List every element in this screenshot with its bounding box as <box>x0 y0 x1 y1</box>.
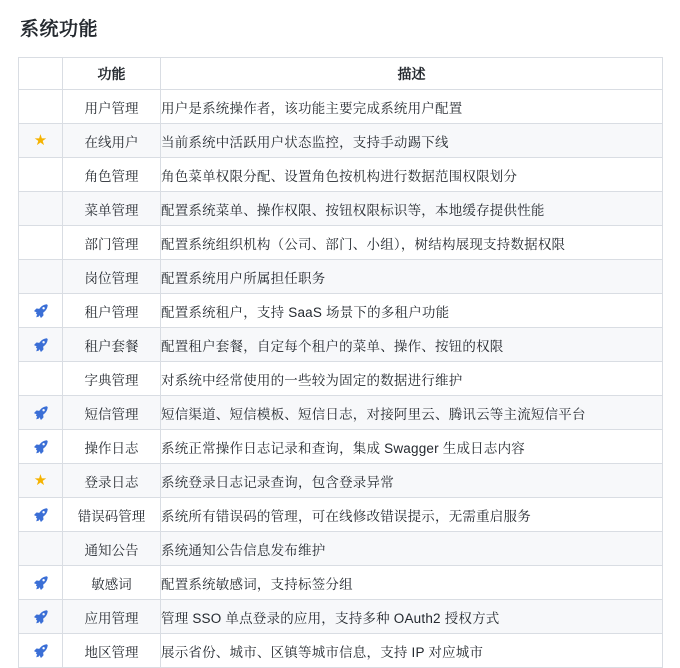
table-row <box>19 124 663 158</box>
feature-name-cell: 地区管理 <box>63 634 161 668</box>
row-icon-cell <box>19 600 63 634</box>
table-header <box>19 58 663 90</box>
table-row <box>19 600 663 634</box>
no-icon <box>33 166 49 182</box>
table-row <box>19 226 663 260</box>
feature-name-cell: 租户管理 <box>63 294 161 328</box>
row-icon-cell <box>19 634 63 668</box>
row-icon-cell <box>19 566 63 600</box>
feature-description-cell: 配置租户套餐，自定每个租户的菜单、操作、按钮的权限 <box>161 328 663 362</box>
row-icon-cell <box>19 226 63 260</box>
no-icon <box>33 234 49 250</box>
feature-description-cell: 系统所有错误码的管理，可在线修改错误提示，无需重启服务 <box>161 498 663 532</box>
rocket-icon <box>33 643 49 659</box>
table-row <box>19 396 663 430</box>
feature-name-cell: 错误码管理 <box>63 498 161 532</box>
table-row <box>19 158 663 192</box>
table-row <box>19 498 663 532</box>
table-row <box>19 260 663 294</box>
page-title: 系统功能 <box>20 19 99 40</box>
row-icon-cell <box>19 532 63 566</box>
table-row <box>19 328 663 362</box>
row-icon-cell <box>19 362 63 396</box>
row-icon-cell <box>19 158 63 192</box>
feature-description-cell: 配置系统用户所属担任职务 <box>161 260 663 294</box>
rocket-icon <box>33 405 49 421</box>
row-icon-cell <box>19 396 63 430</box>
feature-name-cell: 部门管理 <box>63 226 161 260</box>
no-icon <box>33 200 49 216</box>
row-icon-cell <box>19 328 63 362</box>
row-icon-cell <box>19 192 63 226</box>
feature-description-cell: 配置系统菜单、操作权限、按钮权限标识等，本地缓存提供性能 <box>161 192 663 226</box>
table-row <box>19 192 663 226</box>
row-icon-cell <box>19 464 63 498</box>
row-icon-cell <box>19 124 63 158</box>
star-icon: ★ <box>33 472 48 489</box>
rocket-icon <box>33 609 49 625</box>
feature-name-cell: 登录日志 <box>63 464 161 498</box>
feature-description-cell: 配置系统租户，支持 SaaS 场景下的多租户功能 <box>161 294 663 328</box>
table-row <box>19 90 663 124</box>
row-icon-cell <box>19 90 63 124</box>
table-row <box>19 362 663 396</box>
no-icon <box>33 268 49 284</box>
system-features-table <box>18 57 663 668</box>
feature-name-cell: 用户管理 <box>63 90 161 124</box>
row-icon-cell <box>19 260 63 294</box>
star-icon: ★ <box>33 132 48 149</box>
feature-name-cell: 在线用户 <box>63 124 161 158</box>
feature-name-cell: 租户套餐 <box>63 328 161 362</box>
table-row <box>19 566 663 600</box>
feature-name-cell: 敏感词 <box>63 566 161 600</box>
table-row <box>19 532 663 566</box>
rocket-icon <box>33 575 49 591</box>
column-header-feature: 功能 <box>63 58 161 90</box>
feature-description-cell: 角色菜单权限分配、设置角色按机构进行数据范围权限划分 <box>161 158 663 192</box>
no-icon <box>33 98 49 114</box>
row-icon-cell <box>19 294 63 328</box>
feature-description-cell: 配置系统敏感词，支持标签分组 <box>161 566 663 600</box>
column-header-description: 描述 <box>161 58 663 90</box>
feature-name-cell: 岗位管理 <box>63 260 161 294</box>
feature-description-cell: 当前系统中活跃用户状态监控，支持手动踢下线 <box>161 124 663 158</box>
feature-name-cell: 角色管理 <box>63 158 161 192</box>
feature-name-cell: 通知公告 <box>63 532 161 566</box>
table-row <box>19 294 663 328</box>
feature-name-cell: 字典管理 <box>63 362 161 396</box>
feature-name-cell: 短信管理 <box>63 396 161 430</box>
feature-description-cell: 系统正常操作日志记录和查询，集成 Swagger 生成日志内容 <box>161 430 663 464</box>
rocket-icon <box>33 439 49 455</box>
feature-description-cell: 管理 SSO 单点登录的应用，支持多种 OAuth2 授权方式 <box>161 600 663 634</box>
table-row <box>19 464 663 498</box>
rocket-icon <box>33 507 49 523</box>
feature-description-cell: 配置系统组织机构（公司、部门、小组），树结构展现支持数据权限 <box>161 226 663 260</box>
table-row <box>19 634 663 668</box>
feature-description-cell: 短信渠道、短信模板、短信日志，对接阿里云、腾讯云等主流短信平台 <box>161 396 663 430</box>
feature-name-cell: 应用管理 <box>63 600 161 634</box>
row-icon-cell <box>19 430 63 464</box>
rocket-icon <box>33 303 49 319</box>
no-icon <box>33 370 49 386</box>
table-row <box>19 430 663 464</box>
feature-description-cell: 系统登录日志记录查询，包含登录异常 <box>161 464 663 498</box>
rocket-icon <box>33 337 49 353</box>
feature-description-cell: 对系统中经常使用的一些较为固定的数据进行维护 <box>161 362 663 396</box>
table-body <box>19 90 663 668</box>
feature-description-cell: 用户是系统操作者，该功能主要完成系统用户配置 <box>161 90 663 124</box>
no-icon <box>33 540 49 556</box>
row-icon-cell <box>19 498 63 532</box>
column-header-icon <box>19 58 63 90</box>
table-header-row <box>19 58 663 90</box>
feature-name-cell: 菜单管理 <box>63 192 161 226</box>
feature-description-cell: 展示省份、城市、区镇等城市信息，支持 IP 对应城市 <box>161 634 663 668</box>
feature-description-cell: 系统通知公告信息发布维护 <box>161 532 663 566</box>
feature-name-cell: 操作日志 <box>63 430 161 464</box>
